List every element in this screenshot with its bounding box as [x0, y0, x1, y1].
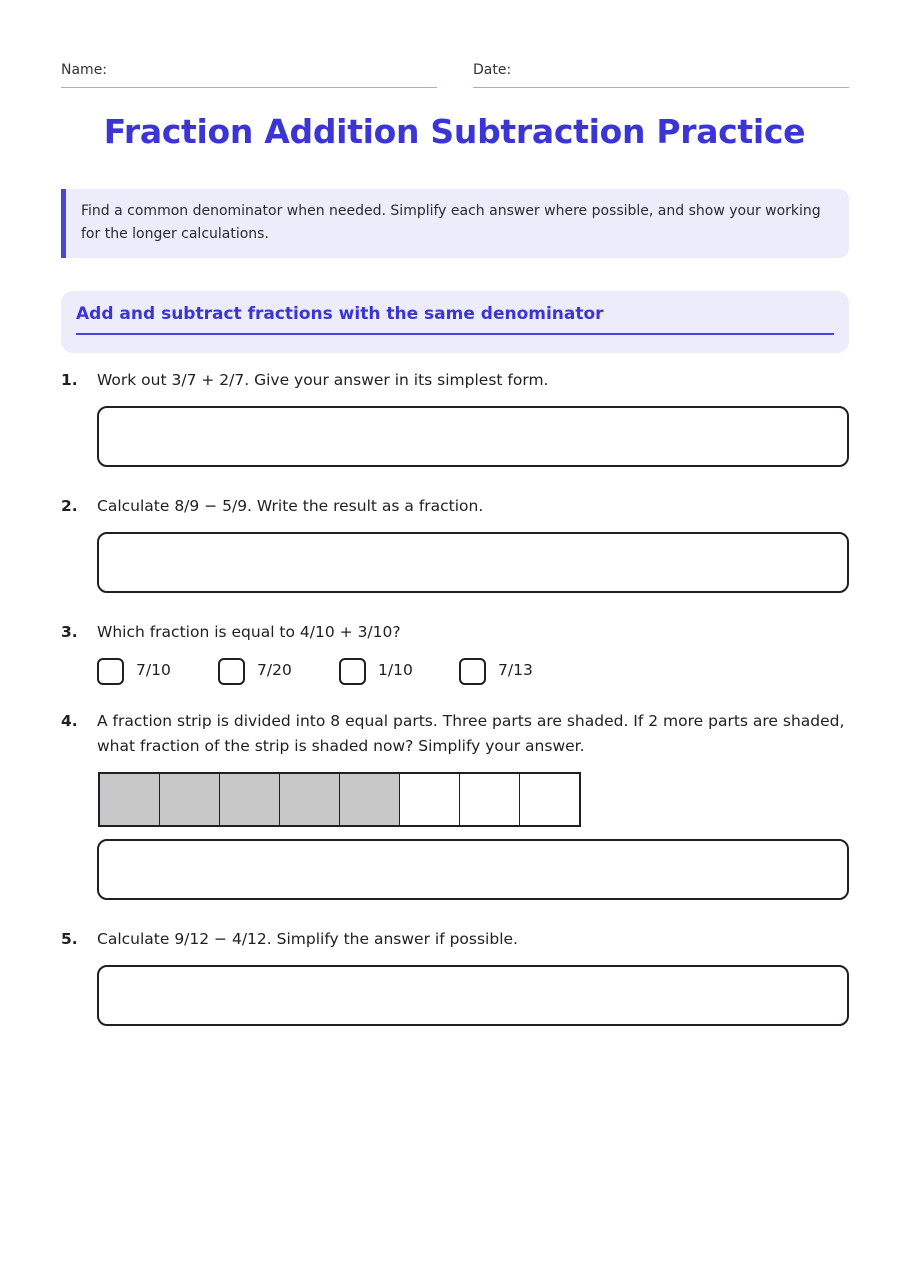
answer-box-2[interactable]	[97, 532, 849, 593]
question-number: 2.	[61, 497, 78, 515]
question-text: Calculate 9/12 − 4/12. Simplify the answer if possible.	[97, 930, 518, 948]
strip-cell-empty	[520, 774, 579, 825]
strip-cell-shaded	[100, 774, 160, 825]
question-text: Work out 3/7 + 2/7. Give your answer in its simplest form.	[97, 371, 549, 389]
option-label: 7/13	[498, 661, 533, 679]
checkbox[interactable]	[339, 658, 366, 685]
date-field[interactable]	[473, 60, 849, 88]
name-label: Name:	[61, 62, 108, 78]
checkbox[interactable]	[218, 658, 245, 685]
question-text: A fraction strip is divided into 8 equal parts. Three parts are shaded. If 2 more parts are shaded, what fraction of the strip is shaded now? Simplify your answer.	[97, 712, 845, 755]
question-number: 1.	[61, 371, 78, 389]
student-info-row	[61, 60, 849, 88]
strip-cell-shaded	[280, 774, 340, 825]
worksheet-title: Fraction Addition Subtraction Practice	[103, 112, 806, 151]
date-label: Date:	[473, 62, 512, 78]
answer-box-4[interactable]	[97, 839, 849, 900]
section-header	[61, 291, 849, 353]
multiple-choice-options	[97, 657, 697, 687]
strip-cell-shaded	[340, 774, 400, 825]
checkbox[interactable]	[459, 658, 486, 685]
answer-box-5[interactable]	[97, 965, 849, 1026]
option-label: 7/10	[136, 661, 171, 679]
strip-cell-shaded	[160, 774, 220, 825]
checkbox[interactable]	[97, 658, 124, 685]
question-text: Which fraction is equal to 4/10 + 3/10?	[97, 623, 401, 641]
question-text: Calculate 8/9 − 5/9. Write the result as a fraction.	[97, 497, 484, 515]
strip-cell-empty	[460, 774, 520, 825]
option-label: 7/20	[257, 661, 292, 679]
name-field[interactable]	[61, 60, 437, 88]
fraction-strip	[98, 772, 581, 827]
section-title: Add and subtract fractions with the same denominator	[76, 301, 834, 335]
question-number: 4.	[61, 712, 78, 730]
question-number: 3.	[61, 623, 78, 641]
strip-cell-shaded	[220, 774, 280, 825]
question-number: 5.	[61, 930, 78, 948]
answer-box-1[interactable]	[97, 406, 849, 467]
strip-cell-empty	[400, 774, 460, 825]
option-label: 1/10	[378, 661, 413, 679]
instructions-box: Find a common denominator when needed. Simplify each answer where possible, and show your working for the longer calculations.	[61, 189, 849, 258]
